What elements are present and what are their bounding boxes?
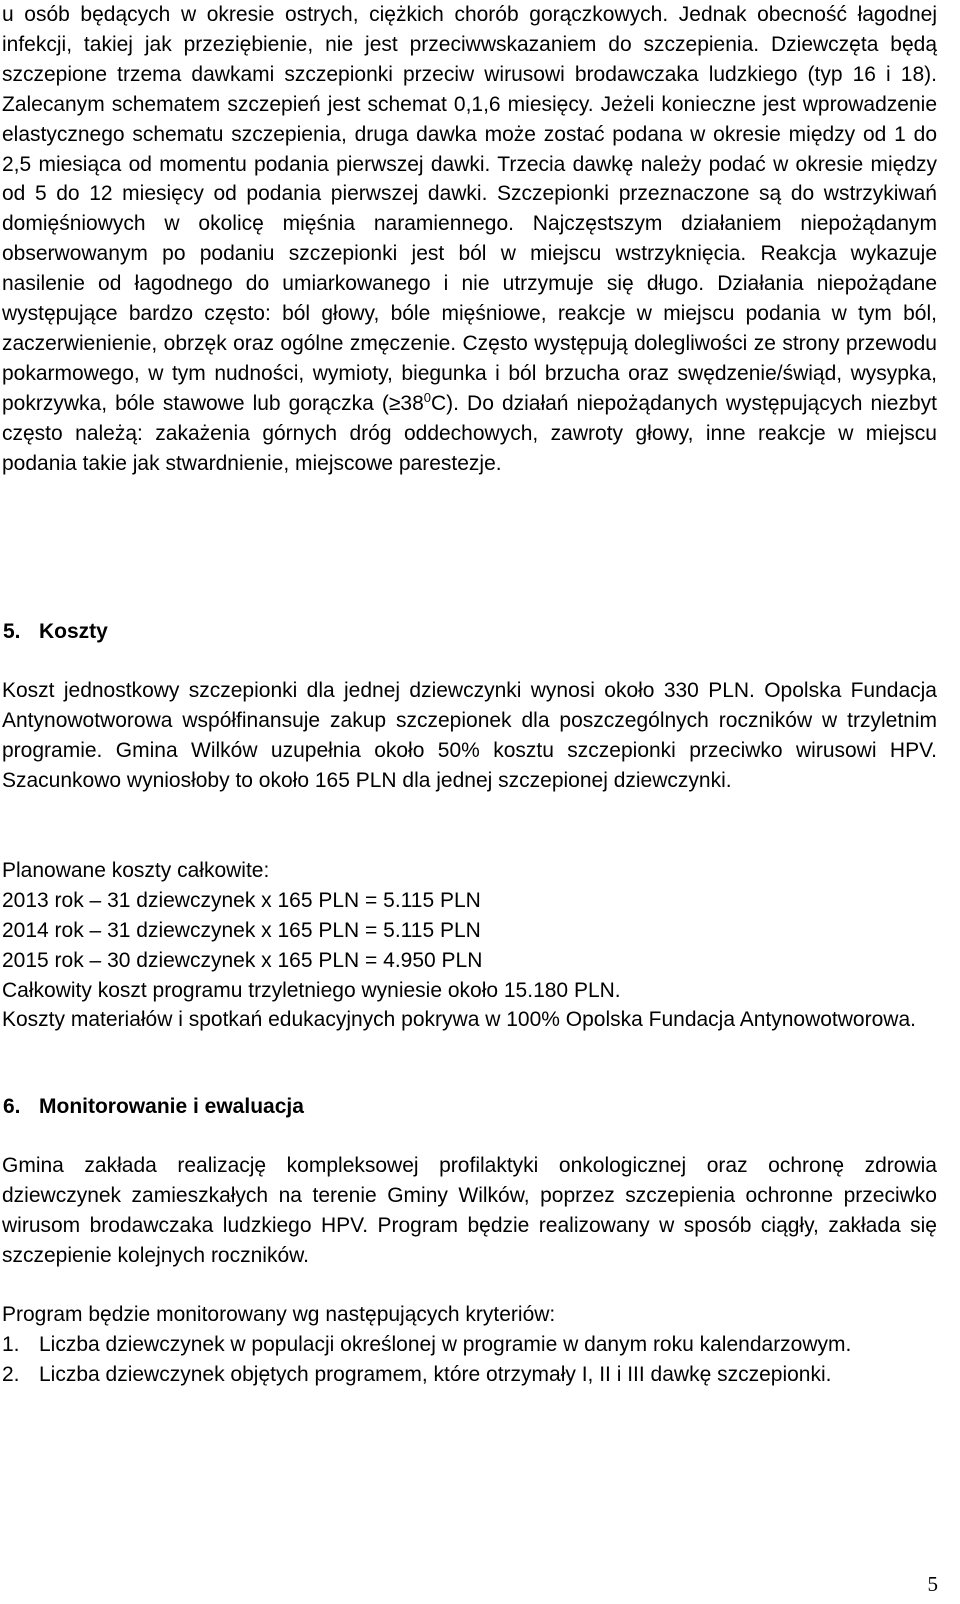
cost-line-2015: 2015 rok – 30 dziewczynek x 165 PLN = 4.950 PLN (2, 948, 483, 972)
page-number: 5 (927, 1572, 938, 1596)
cost-line-2013: 2013 rok – 31 dziewczynek x 165 PLN = 5.115 PLN (2, 888, 481, 912)
total-cost-line: Całkowity koszt programu trzyletniego wyniesie około 15.180 PLN. (2, 978, 621, 1002)
section-6-number: 6. (3, 1095, 21, 1118)
list-item-text: Liczba dziewczynek objętych programem, które otrzymały I, II i III dawkę szczepionki. (39, 1362, 832, 1386)
list-item (2, 1360, 937, 1390)
list-marker: 1. (2, 1333, 20, 1356)
intro-paragraph-text: u osób będących w okresie ostrych, ciężkich chorób gorączkowych. Jednak obecność łagodnej infekcji, takiej jak przeziębienie, nie jest przeciwwskazaniem do szczepienia. Dziewczęta będą szczepione trzema dawkami szczepionki przeciw wirusowi brodawczaka ludzkiego (typ 16 i 18). Zalecanym schematem szczepień jest schemat 0,1,6 miesięcy. Jeżeli konieczne jest wprowadzenie elastycznego schematu szczepienia, druga dawka może zostać podana w okresie między od 1 do 2,5 miesiąca od momentu podania pierwszej dawki. Trzecia dawkę należy podać w okresie między od 5 do 12 miesięcy od podania pierwszej dawki. Szczepionki przeznaczone są do wstrzykiwań domięśniowych w okolicę mięśnia naramiennego. Najczęstszym działaniem niepożądanym obserwowanym po podaniu szczepionki jest ból w miejscu wstrzyknięcia. Reakcja wykazuje nasilenie od łagodnego do umiarkowanego i nie utrzymuje się długo. Działania niepożądane występujące bardzo często: ból głowy, bóle mięśniowe, reakcje w miejscu podania w tym ból, zaczerwienienie, obrzęk oraz ogólne zmęczenie. Często występują dolegliwości ze strony przewodu pokarmowego, w tym nudności, wymioty, biegunka i ból brzucha oraz swędzenie/świąd, wysypka, pokrzywka, bóle stawowe lub gorączka ( (2, 3, 937, 415)
intro-paragraph (2, 0, 937, 479)
section-5-number: 5. (3, 620, 21, 643)
materials-note: Koszty materiałów i spotkań edukacyjnych pokrywa w 100% Opolska Fundacja Antynowotworowa. (2, 1008, 916, 1031)
section-6-title: Monitorowanie i ewaluacja (39, 1095, 304, 1118)
temperature-value: ≥38 (388, 391, 424, 415)
intro-paragraph-end: C). Do działań niepożądanych występujących niezbyt często należą: zakażenia górnych dróg oddechowych, zawroty głowy, inne reakcje w miejscu podania takie jak stwardnienie, miejscowe parestezje. (2, 391, 937, 475)
planned-costs-title: Planowane koszty całkowite: (2, 859, 270, 882)
list-item (2, 1330, 937, 1360)
criteria-intro: Program będzie monitorowany wg następujących kryteriów: (2, 1303, 556, 1326)
section-5-paragraph: Koszt jednostkowy szczepionki dla jednej dziewczynki wynosi około 330 PLN. Opolska Fundacja Antynowotworowa współfinansuje zakup szczepionek dla poszczególnych roczników w trzyletnim programie. Gmina Wilków uzupełnia około 50% kosztu szczepionki przeciwko wirusowi HPV. Szacunkowo wyniosłoby to około 165 PLN dla jednej szczepionej dziewczynki. (2, 679, 937, 792)
temperature-superscript: 0 (423, 389, 432, 405)
criteria-list (2, 1330, 937, 1390)
cost-line-2014: 2014 rok – 31 dziewczynek x 165 PLN = 5.115 PLN (2, 918, 481, 942)
section-6-paragraph: Gmina zakłada realizację kompleksowej profilaktyki onkologicznej oraz ochronę zdrowia dziewczynek zamieszkałych na terenie Gminy Wilków, poprzez szczepienia ochronne przeciwko wirusom brodawczaka ludzkiego HPV. Program będzie realizowany w sposób ciągły, zakłada się szczepienie kolejnych roczników. (2, 1154, 937, 1267)
section-5-heading (3, 617, 108, 647)
list-marker: 2. (2, 1362, 20, 1386)
section-6-heading (3, 1092, 304, 1122)
planned-costs (2, 856, 937, 1006)
section-5-title: Koszty (39, 620, 108, 643)
list-item-text: Liczba dziewczynek w populacji określonej w programie w danym roku kalendarzowym. (39, 1333, 852, 1356)
